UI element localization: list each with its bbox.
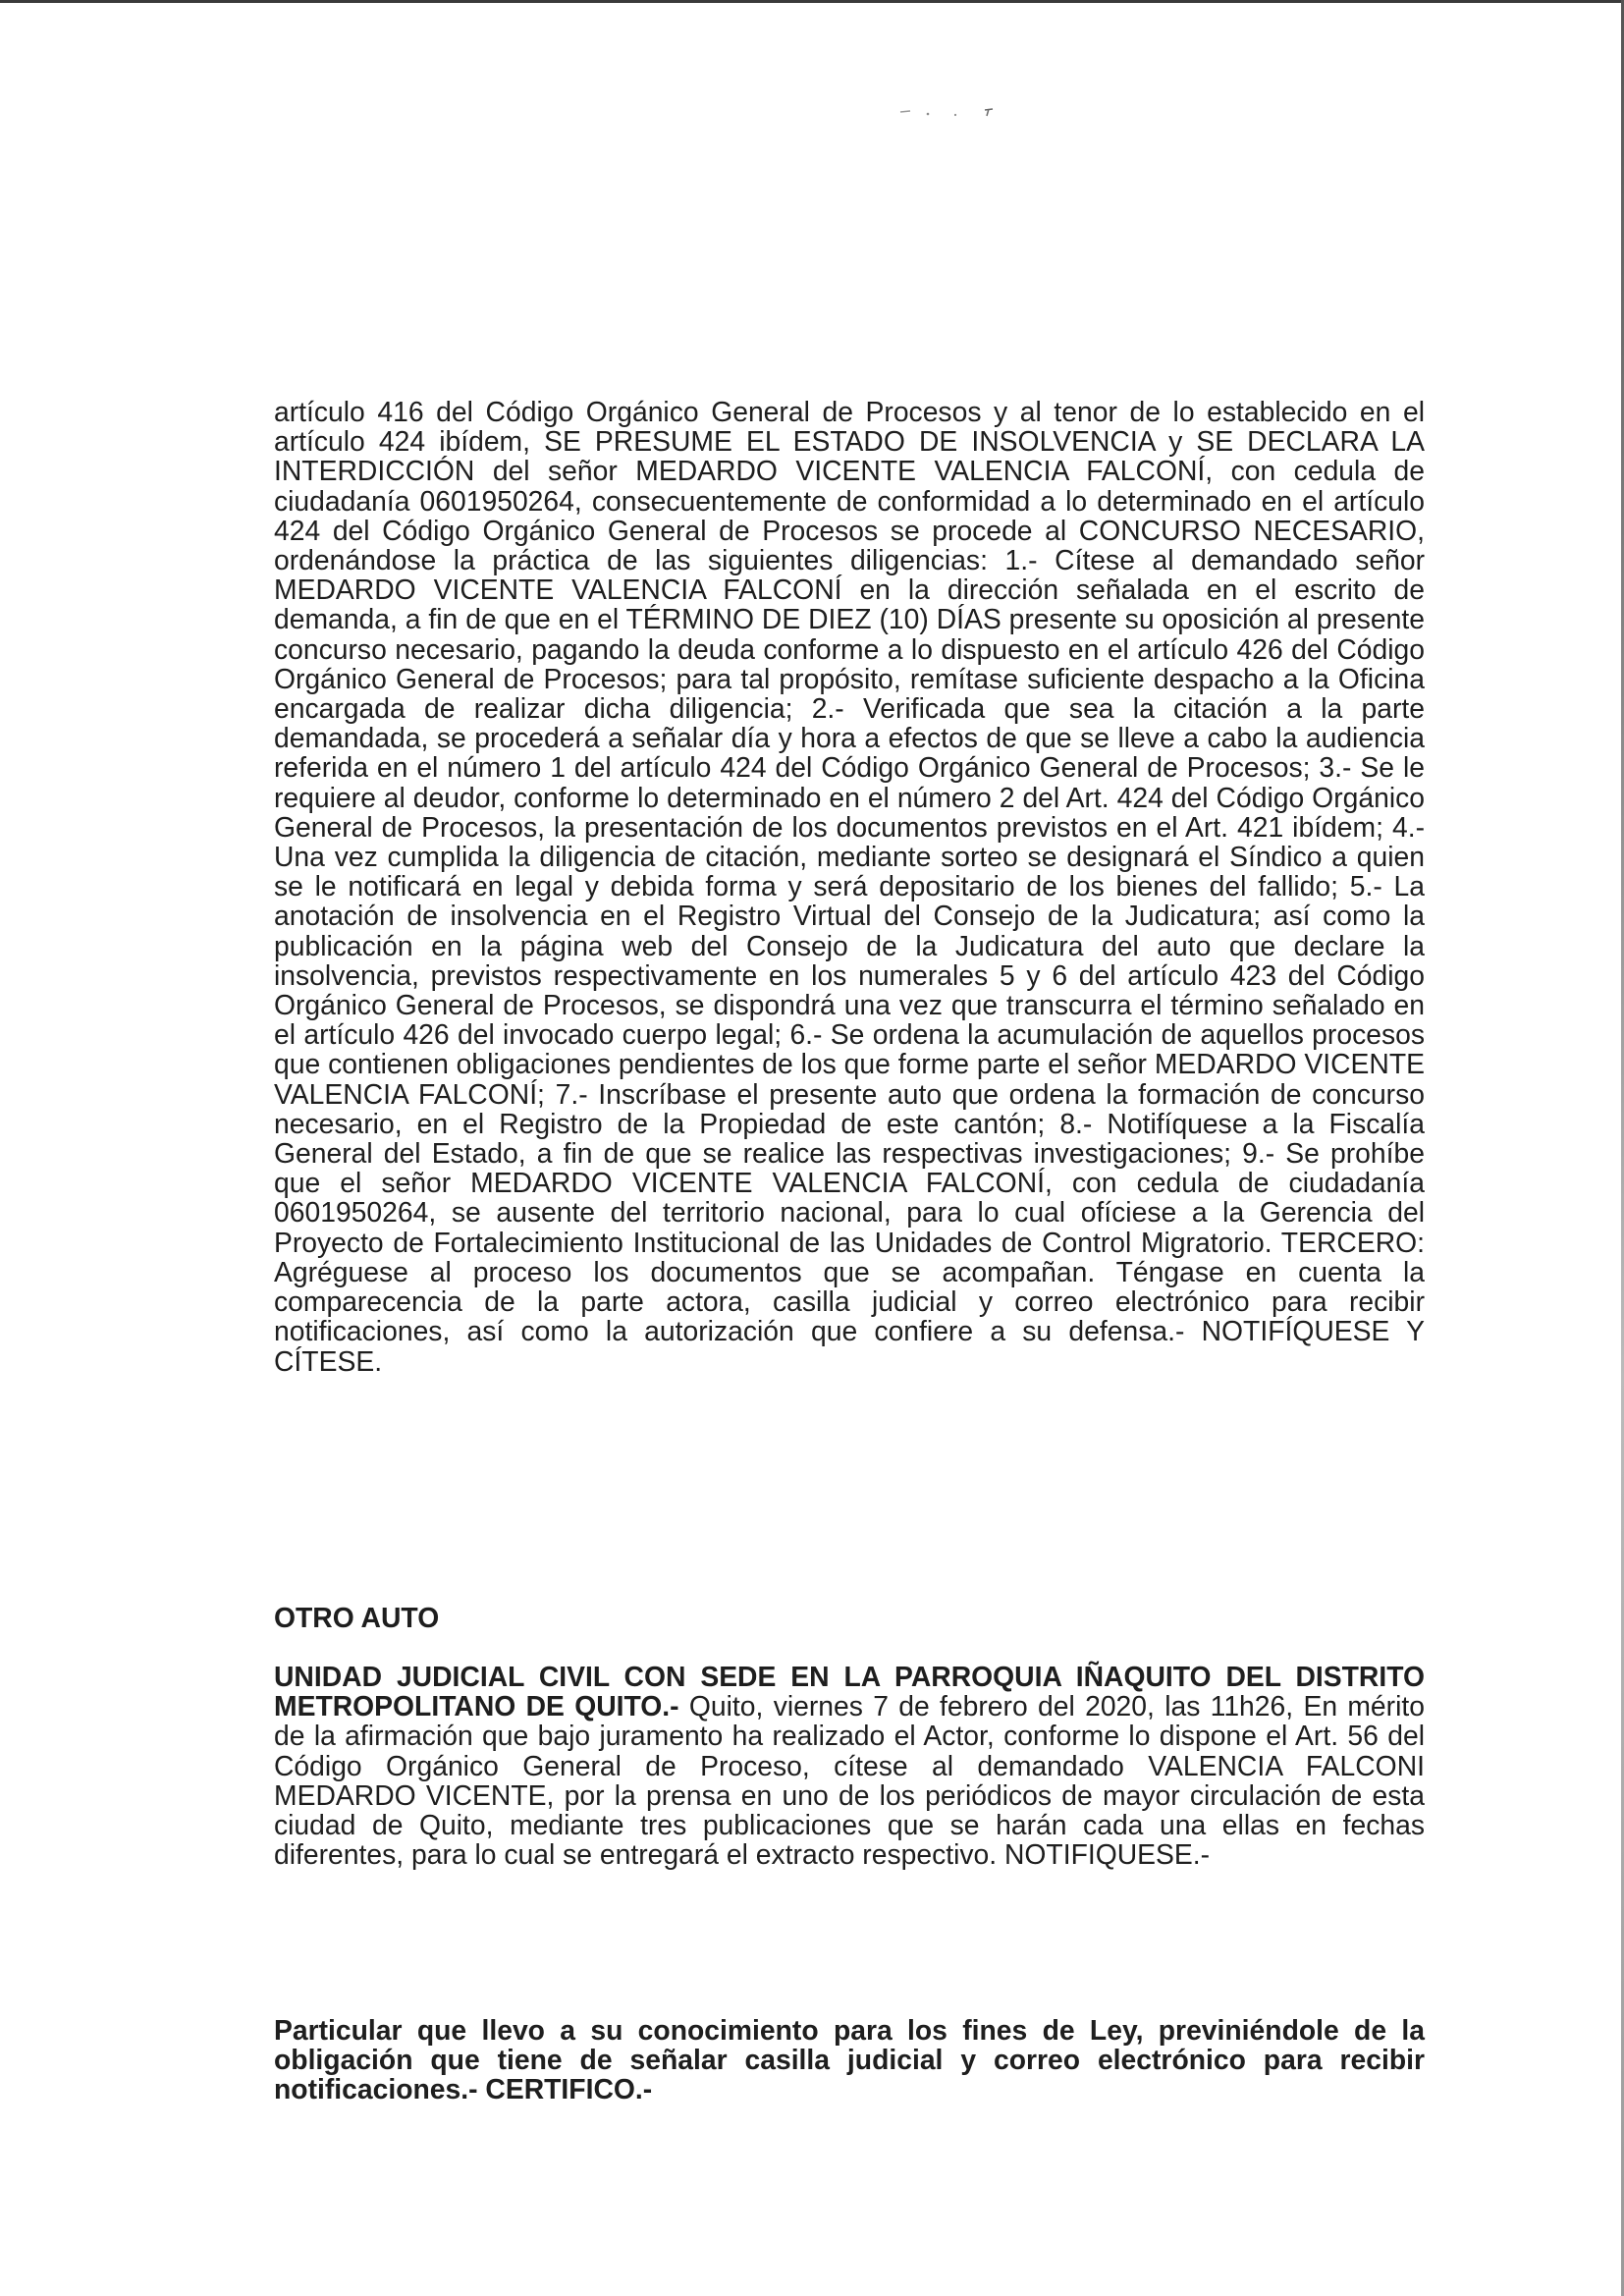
scan-top-edge — [0, 0, 1624, 3]
otro-auto-heading: OTRO AUTO — [274, 1602, 440, 1633]
body-paragraph: artículo 416 del Código Orgánico General de Procesos y al tenor de lo establecido en el artículo 424 ibídem, SE PRESUME EL ESTADO DE INSOLVENCIA y SE DECLARA LA INTERDICCIÓN del señor MEDARDO VICENTE VALENCIA FALCONÍ, con cedula de ciudadanía 0601950264, consecuentemente de conformidad a lo determinado en el artículo 424 del Código Orgánico General de Procesos se procede al CONCURSO NECESARIO, ordenándose la práctica de las siguientes diligencias: 1.- Cítese al demandado señor MEDARDO VICENTE VALENCIA FALCONÍ en la dirección señalada en el escrito de demanda, a fin de que en el TÉRMINO DE DIEZ (10) DÍAS presente su oposición al presente concurso necesario, pagando la deuda conforme a lo dispuesto en el artículo 426 del Código Orgánico General de Procesos; para tal propósito, remítase suficiente despacho a la Oficina encargada de realizar dicha diligencia; 2.- Verificada que sea la citación a la parte demandada, se procederá a señalar día y hora a efectos de que se lleve a cabo la audiencia referida en el número 1 del artículo 424 del Código Orgánico General de Procesos; 3.- Se le requiere al deudor, conforme lo determinado en el número 2 del Art. 424 del Código Orgánico General de Procesos, la presentación de los documentos previstos en el Art. 421 ibídem; 4.- Una vez cumplida la diligencia de citación, mediante sorteo se designará el Síndico a quien se le notificará en legal y debida forma y será depositario de los bienes del fallido; 5.- La anotación de insolvencia en el Registro Virtual del Consejo de la Judicatura; así como la publicación en la página web del Consejo de la Judicatura del auto que declare la insolvencia, previstos respectivamente en los numerales 5 y 6 del artículo 423 del Código Orgánico General de Procesos, se dispondrá una vez que transcurra el término señalado en el artículo 426 del invocado cuerpo legal; 6.- Se ordena la acumulación de aquellos procesos que contienen obligaciones pendientes de los que forme parte el señor MEDARDO VICENTE VALENCIA FALCONÍ; 7.- Inscríbase el presente auto que ordena la formación de concurso necesario, en el Registro de la Propiedad de este cantón; 8.- Notifíquese a la Fiscalía General del Estado, a fin de que se realice las respectivas investigaciones; 9.- Se prohíbe que el señor MEDARDO VICENTE VALENCIA FALCONÍ, con cedula de ciudadanía 0601950264, se ausente del territorio nacional, para lo cual ofíciese a la Gerencia del Proyecto de Fortalecimiento Institucional de las Unidades de Control Migratorio. TERCERO: Agréguese al proceso los documentos que se acompañan. Téngase en cuenta la comparecencia de la parte actora, casilla judicial y correo electrónico para recibir notificaciones, así como la autorización que confiere a su defensa.- NOTIFÍQUESE Y CÍTESE. — [274, 396, 1425, 1377]
closing-certification: Particular que llevo a su conocimiento para los fines de Ley, previniéndole de la obligación que tiene de señalar casilla judicial y correo electrónico para recibir notificaciones.- CERTIFICO.- — [274, 2014, 1425, 2105]
auto-paragraph — [274, 1662, 1425, 1869]
scan-speck-marks — [898, 106, 1006, 118]
auto-lead: UNIDAD JUDICIAL CIVIL CON SEDE EN LA PARROQUIA IÑAQUITO DEL DISTRITO METROPOLITANO DE QUITO.- — [274, 1661, 1425, 1722]
auto-text: Quito, viernes 7 de febrero del 2020, las 11h26, En mérito de la afirmación que bajo juramento ha realizado el Actor, conforme lo dispone el Art. 56 del Código Orgánico General de Proceso, cítese al demandado VALENCIA FALCONI MEDARDO VICENTE, por la prensa en uno de los periódicos de mayor circulación de esta ciudad de Quito, mediante tres publicaciones que se harán cada una ellas en fechas diferentes, para lo cual se entregará el extracto respectivo. NOTIFIQUESE.- — [274, 1690, 1425, 1871]
